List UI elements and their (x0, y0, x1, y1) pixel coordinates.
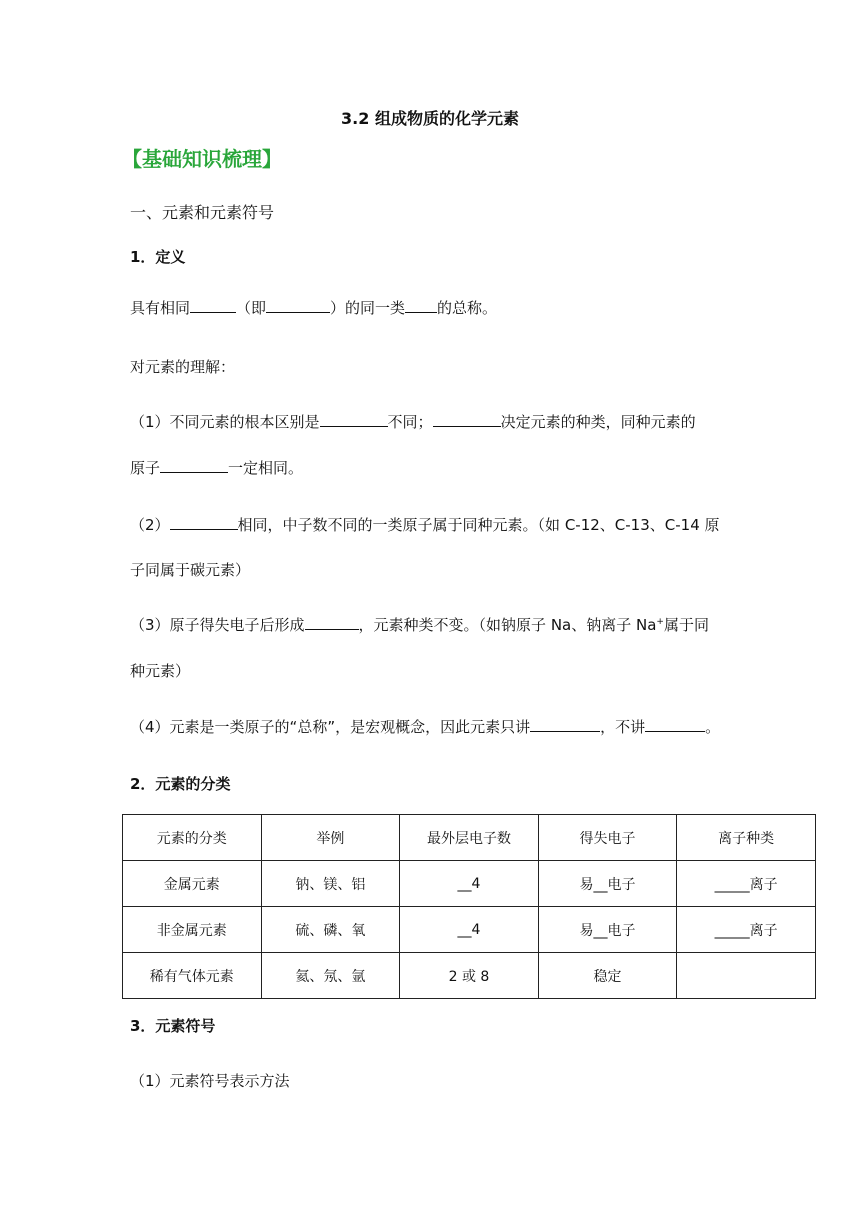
item3-line2: 种元素） (130, 662, 191, 680)
table-header-cell: 元素的分类 (123, 815, 262, 861)
item4-c: 。 (705, 718, 721, 736)
item1-line2-a: 原子 (130, 459, 161, 477)
definition-text (130, 297, 497, 318)
item3-a: （3）原子得失电子后形成 (130, 616, 305, 634)
blank (645, 716, 705, 732)
table-header-cell: 得失电子 (538, 815, 677, 861)
section-heading: 【基础知识梳理】 (122, 147, 282, 171)
table-cell: _____离子 (677, 861, 816, 907)
table-row (123, 907, 816, 953)
page-title: 3.2 组成物质的化学元素 (341, 109, 519, 128)
item4-line (130, 716, 720, 737)
blank (266, 297, 330, 313)
item1-line2-b: 一定相同。 (228, 459, 304, 477)
blank (530, 716, 600, 732)
blank (170, 514, 238, 530)
item2-line2: 子同属于碳元素） (130, 561, 251, 579)
blank (405, 297, 437, 313)
understanding-label: 对元素的理解： (130, 358, 236, 376)
table-cell: 钠、镁、铝 (261, 861, 400, 907)
blank (305, 614, 359, 630)
item3-sup: + (656, 617, 664, 627)
table-cell: 非金属元素 (123, 907, 262, 953)
def-text-b: （即 (236, 299, 267, 317)
table-header-cell: 举例 (261, 815, 400, 861)
item4-b: ，不讲 (600, 718, 646, 736)
table-header-cell: 最外层电子数 (400, 815, 539, 861)
table-cell: _____离子 (677, 907, 816, 953)
table-cell: __4 (400, 907, 539, 953)
table-cell: 金属元素 (123, 861, 262, 907)
item1-a: （1）不同元素的根本区别是 (130, 413, 320, 431)
item2-line1 (130, 514, 720, 535)
table-cell: 2 或 8 (400, 953, 539, 999)
table-header-row (123, 815, 816, 861)
table-cell (677, 953, 816, 999)
def-text-d: 的总称。 (437, 299, 498, 317)
table-row (123, 953, 816, 999)
item4-a: （4）元素是一类原子的“总称”，是宏观概念，因此元素只讲 (130, 718, 531, 736)
item3-line1 (130, 614, 709, 635)
blank (160, 457, 228, 473)
table-cell: 硫、磷、氧 (261, 907, 400, 953)
definition-heading: 1．定义 (130, 248, 186, 266)
symbol-item1: （1）元素符号表示方法 (130, 1072, 290, 1090)
symbol-heading: 3．元素符号 (130, 1017, 216, 1035)
blank (190, 297, 236, 313)
table-cell: 稀有气体元素 (123, 953, 262, 999)
item3-b: ，元素种类不变。（如钠原子 Na、钠离子 Na (358, 616, 657, 634)
blank (433, 411, 501, 427)
item2-a: （2） (130, 516, 170, 534)
classification-table (122, 814, 816, 999)
item1-b: 不同； (387, 413, 433, 431)
table-header-cell: 离子种类 (677, 815, 816, 861)
def-text-a: 具有相同 (130, 299, 191, 317)
item1-c: 决定元素的种类，同种元素的 (500, 413, 696, 431)
item3-c: 属于同 (663, 616, 709, 634)
item2-b: 相同，中子数不同的一类原子属于同种元素。（如 C-12、C-13、C-14 原 (237, 516, 720, 534)
table-cell: 易__电子 (538, 861, 677, 907)
table-cell: __4 (400, 861, 539, 907)
blank (320, 411, 388, 427)
table-cell: 氦、氖、氩 (261, 953, 400, 999)
def-text-c: ）的同一类 (330, 299, 406, 317)
item1-line1 (130, 411, 696, 432)
table-cell: 稳定 (538, 953, 677, 999)
item1-line2 (130, 457, 303, 478)
part1-heading: 一、元素和元素符号 (130, 203, 275, 222)
table-row (123, 861, 816, 907)
classification-heading: 2．元素的分类 (130, 775, 231, 793)
table-cell: 易__电子 (538, 907, 677, 953)
